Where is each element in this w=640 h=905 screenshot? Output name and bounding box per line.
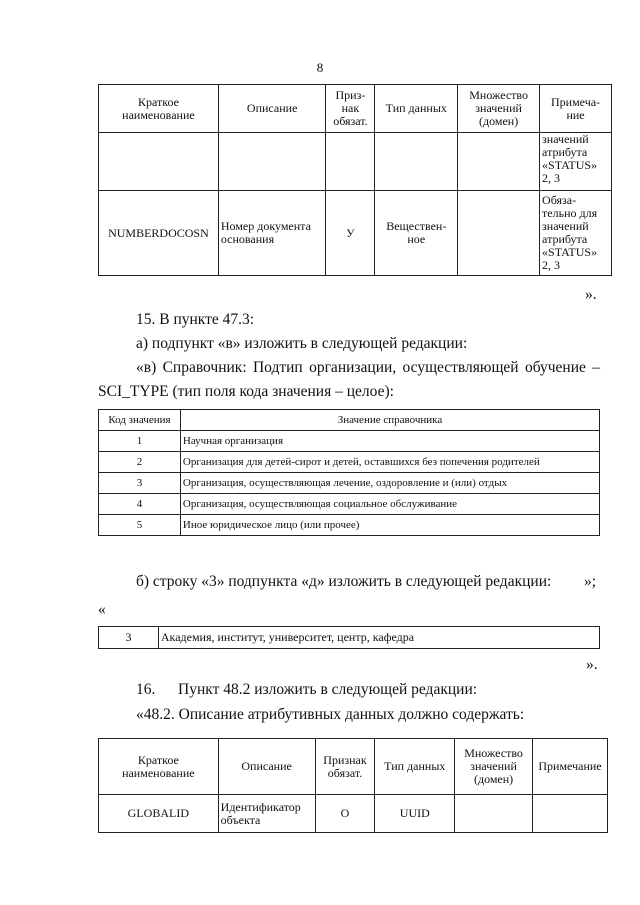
opening-quote: « [98,601,106,618]
table-row [99,133,612,191]
required-cell: О [315,795,375,833]
table-row [99,494,600,515]
table-row [99,431,600,452]
paragraph-item-16-number: 16. [136,681,156,698]
description-cell: Номер документа основания [218,191,326,276]
paragraph-reference-code: SCI_TYPE (тип поля кода значения – целое): [98,383,394,400]
data-type-cell: Веществен-ное [375,191,458,276]
value-cell: Организация, осуществляющая лечение, оздоровление и (или) отдых [180,473,599,494]
description-cell: Идентификатор объекта [218,795,315,833]
table-row [99,191,612,276]
paragraph-subitem-b: б) строку «3» подпункта «д» изложить в следующей редакции: [136,573,552,590]
paragraph-item-15: 15. В пункте 47.3: [136,311,255,328]
header-domain: Множество значений (домен) [455,739,533,795]
header-short-name: Краткое наименование [99,85,219,133]
attributes-table-continued [98,84,612,276]
header-short-name: Краткое наименование [99,739,219,795]
closing-quote: ». [585,286,597,303]
code-cell: 3 [99,627,159,649]
header-note: Примечание [533,739,608,795]
data-type-cell: UUID [375,795,455,833]
domain-cell [458,191,540,276]
attributes-table [98,738,608,833]
header-description: Описание [218,739,315,795]
code-cell: 4 [99,494,181,515]
header-data-type: Тип данных [375,85,458,133]
header-required: Приз-нак обязат. [326,85,375,133]
short-name-cell: GLOBALID [99,795,219,833]
header-domain: Множество значений (домен) [458,85,540,133]
page-number: 8 [316,60,324,75]
paragraph-item-16: Пункт 48.2 изложить в следующей редакции: [178,681,478,698]
header-description: Описание [218,85,326,133]
paragraph-reference-title: «в) Справочник: Подтип организации, осуществляющей обучение – [136,359,600,376]
short-name-cell: NUMBERDOCOSN [99,191,219,276]
table-header-row [99,739,608,795]
table-row [99,452,600,473]
note-cell [533,795,608,833]
header-data-type: Тип данных [375,739,455,795]
value-cell: Академия, институт, университет, центр, кафедра [158,627,599,649]
note-cell: значений атрибута «STATUS» 2, 3 [540,133,612,191]
header-code: Код значения [99,410,181,431]
table-row [99,627,600,649]
note-cell: Обяза-тельно для значений атрибута «STATUS» 2, 3 [540,191,612,276]
value-cell: Научная организация [180,431,599,452]
table-row [99,473,600,494]
table-header-row [99,85,612,133]
value-cell: Организация, осуществляющая социальное обслуживание [180,494,599,515]
closing-quote: »; [584,573,597,590]
code-cell: 2 [99,452,181,473]
reference-table [98,409,600,536]
table-header-row [99,410,600,431]
header-note: Примеча-ние [540,85,612,133]
code-cell: 5 [99,515,181,536]
paragraph-48-2: «48.2. Описание атрибутивных данных должно содержать: [136,706,525,723]
value-cell: Иное юридическое лицо (или прочее) [180,515,599,536]
value-cell: Организация для детей-сирот и детей, оставшихся без попечения родителей [180,452,599,473]
table-row [99,515,600,536]
header-required: Признак обязат. [315,739,375,795]
paragraph-subitem-a: а) подпункт «в» изложить в следующей редакции: [136,335,468,352]
required-cell: У [326,191,375,276]
table-row [99,795,608,833]
code-cell: 1 [99,431,181,452]
replacement-row-table [98,626,600,649]
closing-quote: ». [586,656,598,673]
header-value: Значение справочника [180,410,599,431]
code-cell: 3 [99,473,181,494]
domain-cell [455,795,533,833]
